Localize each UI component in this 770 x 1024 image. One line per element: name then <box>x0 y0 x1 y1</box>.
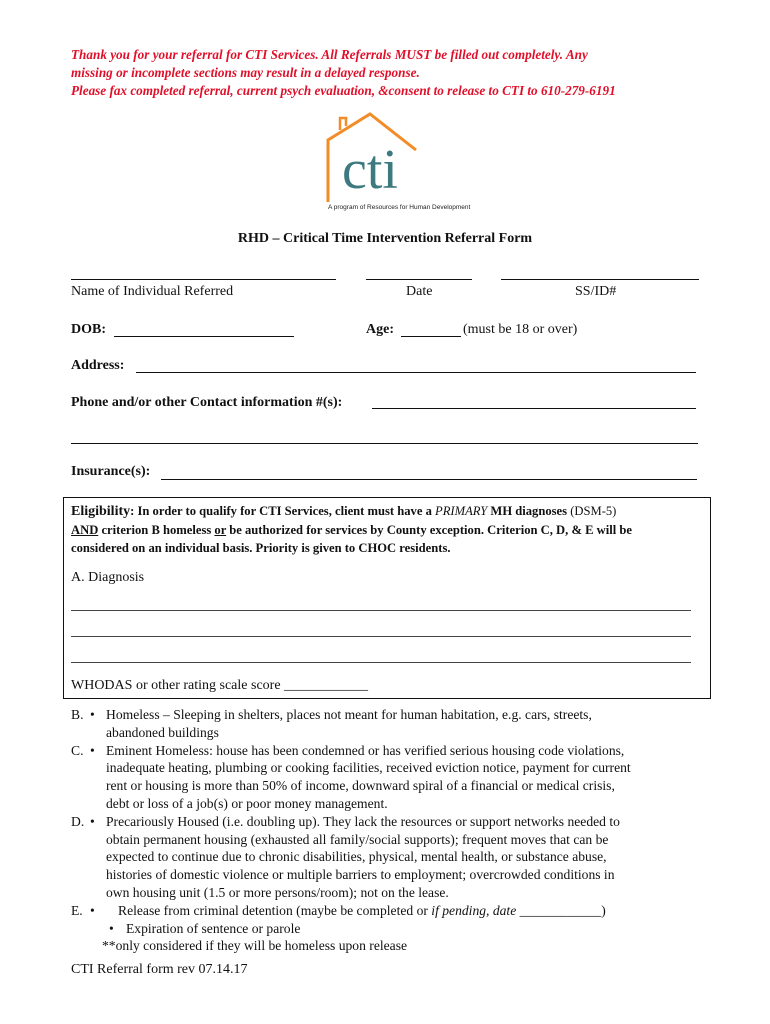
date-field[interactable] <box>366 279 472 280</box>
logo-text: cti <box>342 139 398 201</box>
phone-field-line-2[interactable] <box>71 443 698 444</box>
address-field[interactable] <box>136 372 696 373</box>
name-field[interactable] <box>71 279 336 280</box>
logo-tagline: A program of Resources for Human Development <box>328 204 471 211</box>
criteria-list <box>71 706 711 955</box>
criterion-c: C. • Eminent Homeless: house has been condemned or has verified serious housing code violations, inadequate heating, plumbing or cooking facilities, received eviction notice, payment for current rent or housing is more than 50% of income, downward spiral of a financial or medical crisis, debt or loss of a job(s) or poor money management. <box>71 742 631 811</box>
diagnosis-line-3[interactable] <box>71 662 691 663</box>
form-title: RHD – Critical Time Intervention Referral Form <box>237 231 533 246</box>
bullet-icon: • <box>90 902 95 918</box>
criterion-e-note: **only considered if they will be homeless upon release <box>102 938 408 954</box>
bullet-icon: • <box>90 742 95 758</box>
ssid-field[interactable] <box>501 279 699 280</box>
address-label: Address: <box>71 358 125 373</box>
date-label: Date <box>406 284 433 299</box>
criterion-b: B. • Homeless – Sleeping in shelters, places not meant for human habitation, e.g. cars, streets, abandoned buildings <box>71 707 592 740</box>
eligibility-heading: Eligibility <box>71 504 131 519</box>
age-note: (must be 18 or over) <box>463 322 578 337</box>
eligibility-text: Eligibility: In order to qualify for CTI Services, client must have a PRIMARY MH diagnoses (DSM-5) AND criterion B homeless or be authorized for services by County exception. Criterion C, D, & E will be considered on an individual basis. Priority is given to CHOC residents. <box>71 504 632 555</box>
age-field[interactable] <box>401 336 461 337</box>
name-label: Name of Individual Referred <box>71 284 234 299</box>
dob-field[interactable] <box>114 336 294 337</box>
footer-revision: CTI Referral form rev 07.14.17 <box>71 962 248 977</box>
bullet-icon: • <box>90 707 95 722</box>
insurance-field[interactable] <box>161 479 697 480</box>
diagnosis-line-2[interactable] <box>71 636 691 637</box>
dob-label: DOB: <box>71 322 106 337</box>
referral-notice <box>71 46 721 100</box>
bullet-icon: • <box>109 920 114 936</box>
diagnosis-label: A. Diagnosis <box>71 570 145 585</box>
criterion-e-sub: • Expiration of sentence or parole <box>109 920 301 936</box>
diagnosis-line-1[interactable] <box>71 610 691 611</box>
insurance-label: Insurance(s): <box>71 464 151 479</box>
ssid-label: SS/ID# <box>575 284 617 299</box>
cti-logo <box>322 110 471 218</box>
phone-label: Phone and/or other Contact information #(s): <box>71 395 343 410</box>
criterion-e: E. • Release from criminal detention (maybe be completed or if pending, date ____________) <box>71 902 606 918</box>
notice-line-3: Please fax completed referral, current psych evaluation, &consent to release to CTI to 610-279-6191 <box>71 83 616 98</box>
criterion-d: D. • Precariously Housed (i.e. doubling up). They lack the resources or support networks needed to obtain permanent housing (exhausted all family/social supports); frequent moves that can be expected to continue due to chronic disabilities, physical, mental health, or substance abuse, histories of domestic violence or multiple barriers to employment; overcrowded conditions in own housing unit (1.5 or more persons/room); not on the lease. <box>71 813 620 900</box>
phone-field[interactable] <box>372 408 696 409</box>
bullet-icon: • <box>90 813 95 829</box>
notice-line-2: missing or incomplete sections may result in a delayed response. <box>71 65 420 80</box>
whodas-label: WHODAS or other rating scale score ____________ <box>71 678 369 693</box>
age-label: Age: <box>366 322 394 337</box>
notice-line-1: Thank you for your referral for CTI Services. All Referrals MUST be filled out completely. Any <box>71 47 588 62</box>
